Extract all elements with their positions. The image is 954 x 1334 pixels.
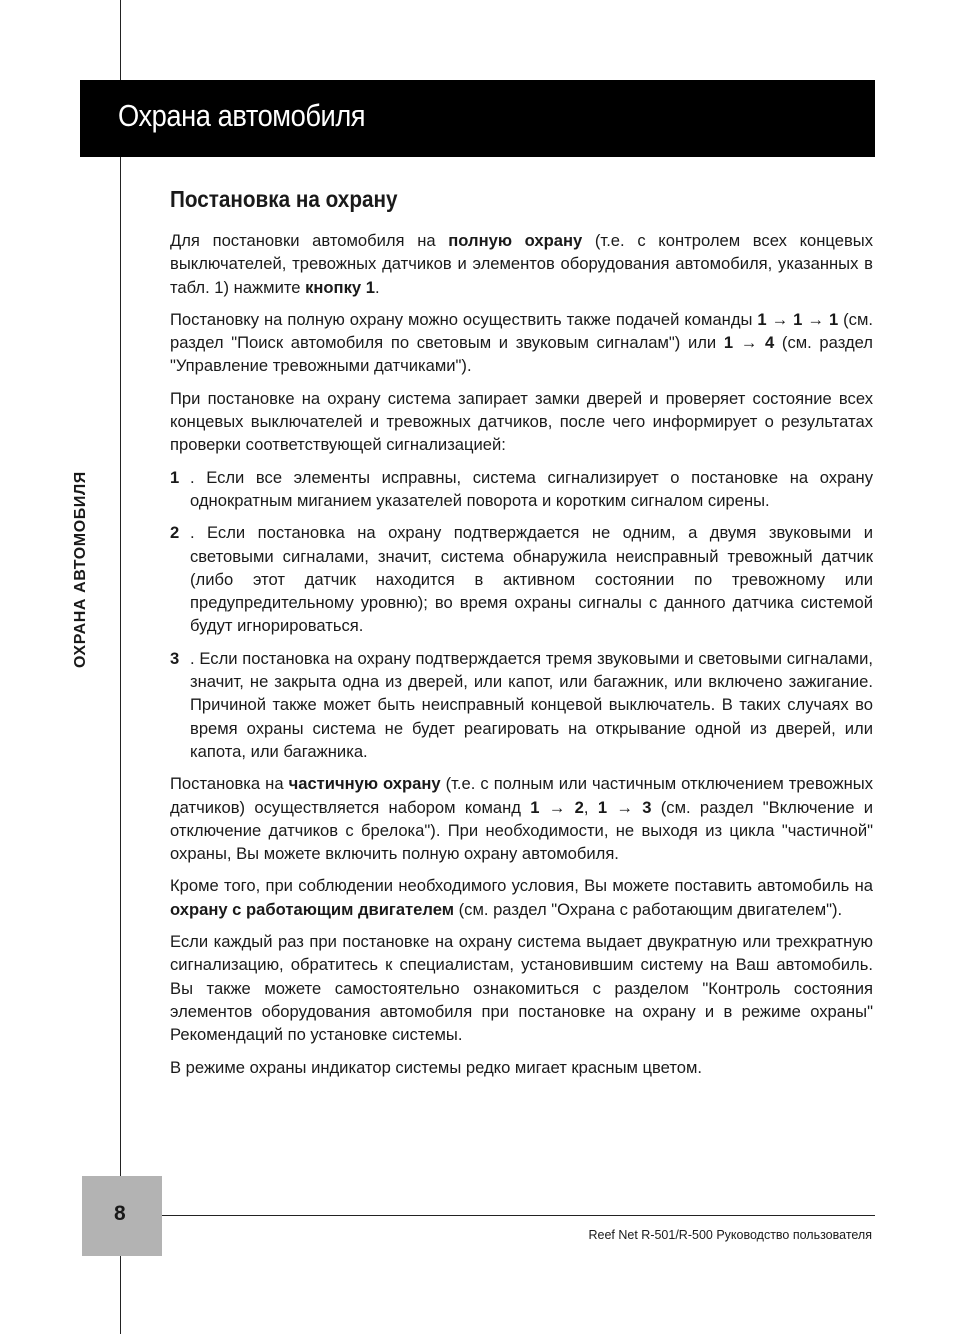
section-title: Постановка на охрану [170,186,398,212]
footer-rule [162,1215,875,1216]
left-margin-rule [120,0,121,1334]
paragraph-full-arming: Для постановки автомобиля на полную охрану (т.е. с контролем всех концевых выключателей, тревожных датчиков и элементов оборудования автомобиля, указанных в табл. 1) нажмите кнопку 1. [170,231,873,297]
paragraph-engine-running: Кроме того, при соблюдении необходимого условия, Вы можете поставить автомобиль на охрану с работающим двигателем (см. раздел "Охрана с работающим двигателем"). [170,876,873,919]
list-item: 2 . Если постановка на охрану подтверждается не одним, а двумя звуковыми и световыми сигналами, значит, система обнаружила неисправный тревожный датчик (либо этот датчик находится в активном состоянии по тревожному или предупредительному уровню); во время охраны сигналы с данного датчика системой будут игнорироваться. [170,523,873,636]
paragraph-check-results: При постановке на охрану система запирает замки дверей и проверяет состояние всех концевых выключателей и тревожных датчиков, после чего информирует о результатах проверки соответствующей сигнализацией: [170,388,873,455]
paragraph-indicator: В режиме охраны индикатор системы редко мигает красным цветом. [170,1057,703,1077]
main-content [170,186,873,1088]
side-chapter-label: ОХРАНА АВТОМОБИЛЯ [72,471,89,668]
chapter-header-bar [80,80,875,157]
page-number: 8 [114,1202,126,1225]
paragraph-specialists: Если каждый раз при постановке на охрану система выдает двукратную или трехкратную сигнализацию, обратитесь к специалистам, установившим систему на Ваш автомобиль. Вы также можете самостоятельно ознакомиться с разделом "Контроль состояния элементов оборудования автомобиля при постановке на охрану и в режиме охраны" Рекомендаций по установке системы. [170,932,873,1045]
paragraph-command-arming: Постановку на полную охрану можно осуществить также подачей команды 1 → 1 → 1 (см. раздел "Поиск автомобиля по световым и звуковым сигналам") или 1 → 4 (см. раздел "Управление тревожными датчиками"). [170,309,873,376]
paragraph-partial-arming: Постановка на частичную охрану (т.е. с полным или частичным отключением тревожных датчиков) осуществляется набором команд 1 → 2, 1 → 3 (см. раздел "Включение и отключение датчиков с брелока"). При необходимости, не выходя из цикла "частичной" охраны, Вы можете включить полную охрану автомобиля. [170,774,874,864]
list-item: 3 . Если постановка на охрану подтверждается тремя звуковыми и световыми сигналами, значит, не закрыта одна из дверей, или капот, или багажник, или включено зажигание. Причиной также может быть неисправный концевой выключатель. В таких случаях во время охраны система не будет реагировать на открывание одной из дверей, или капота, или багажника. [170,648,873,761]
footer-manual-title: Reef Net R-501/R-500 Руководство пользователя [588,1228,872,1242]
page-number-box [82,1176,162,1256]
chapter-title: Охрана автомобиля [118,98,366,133]
list-item: 1 . Если все элементы исправны, система сигнализирует о постановке на охрану однократным миганием указателей поворота и коротким сигналом сирены. [170,467,873,510]
